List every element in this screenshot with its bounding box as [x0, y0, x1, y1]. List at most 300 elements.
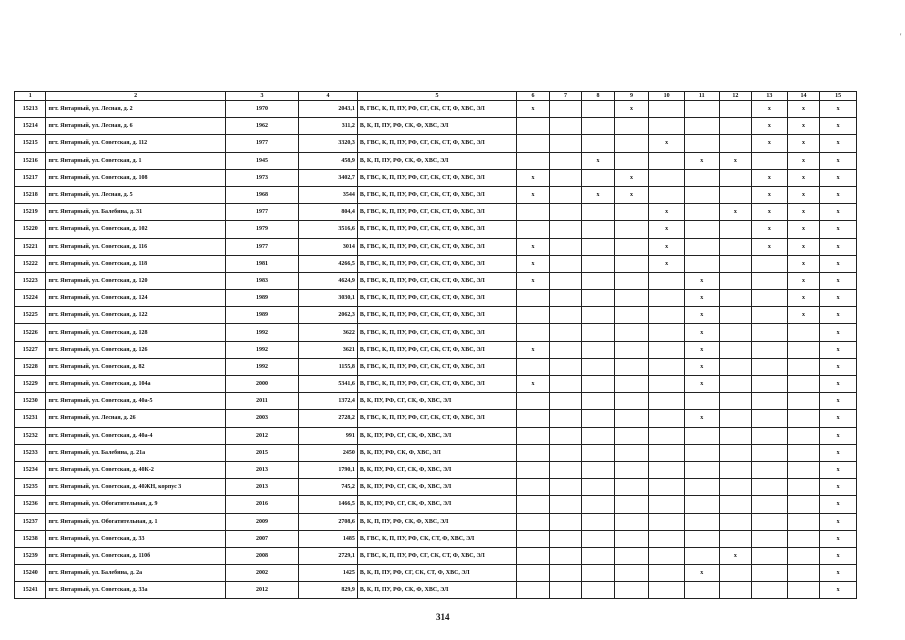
mark-cell-col-15: x: [820, 169, 857, 186]
mark-cell-col-10: [649, 358, 685, 375]
mark-cell-col-9: [614, 444, 649, 461]
mark-cell-col-7: [549, 324, 582, 341]
area-cell: 3030,1: [299, 290, 358, 307]
works-cell: В, ГВС, К, П, ПУ, РФ, СГ, СК, СТ, Ф, ХВС, ЭЛ: [357, 547, 516, 564]
works-cell: В, ГВС, К, П, ПУ, РФ, СГ, СК, СТ, Ф, ХВС, ЭЛ: [357, 255, 516, 272]
table-row: [15, 358, 857, 375]
mark-cell-col-12: [719, 565, 752, 582]
table-row: [15, 307, 857, 324]
column-header: 2: [46, 92, 225, 101]
mark-cell-col-6: [517, 479, 550, 496]
mark-cell-col-7: [549, 221, 582, 238]
mark-cell-col-11: [684, 221, 719, 238]
mark-cell-col-6: [517, 204, 550, 221]
mark-cell-col-8: [582, 324, 615, 341]
works-cell: В, ГВС, К, П, ПУ, РФ, СГ, СК, СТ, Ф, ХВС, ЭЛ: [357, 410, 516, 427]
mark-cell-col-6: [517, 530, 550, 547]
mark-cell-col-13: [752, 427, 788, 444]
mark-cell-col-14: [787, 427, 820, 444]
year-cell: 2013: [225, 479, 298, 496]
table-row: [15, 376, 857, 393]
address-cell: пгт. Янтарный, ул. Советская, д. 118: [46, 255, 225, 272]
row-id-cell: 15227: [15, 341, 46, 358]
year-cell: 2012: [225, 427, 298, 444]
mark-cell-col-13: [752, 393, 788, 410]
area-cell: 2043,1: [299, 101, 358, 118]
mark-cell-col-13: x: [752, 101, 788, 118]
mark-cell-col-14: x: [787, 118, 820, 135]
mark-cell-col-11: [684, 530, 719, 547]
mark-cell-col-11: [684, 169, 719, 186]
mark-cell-col-7: [549, 238, 582, 255]
column-header: 12: [719, 92, 752, 101]
column-number-header-row: [15, 92, 857, 101]
row-id-cell: 15229: [15, 376, 46, 393]
address-cell: пгт. Янтарный, ул. Советская, д. 40К-2: [46, 461, 225, 478]
mark-cell-col-13: x: [752, 238, 788, 255]
mark-cell-col-7: [549, 272, 582, 289]
mark-cell-col-7: [549, 135, 582, 152]
mark-cell-col-10: [649, 461, 685, 478]
works-cell: В, К, П, ПУ, РФ, СГ, СК, СТ, Ф, ХВС, ЭЛ: [357, 565, 516, 582]
mark-cell-col-10: [649, 152, 685, 169]
mark-cell-col-15: x: [820, 410, 857, 427]
address-cell: пгт. Янтарный, ул. Балебина, д. 21а: [46, 444, 225, 461]
table-row: [15, 255, 857, 272]
area-cell: 1466,5: [299, 496, 358, 513]
works-cell: В, ГВС, К, П, ПУ, РФ, СГ, СК, СТ, Ф, ХВС, ЭЛ: [357, 324, 516, 341]
area-cell: 5341,6: [299, 376, 358, 393]
mark-cell-col-11: x: [684, 152, 719, 169]
mark-cell-col-13: [752, 547, 788, 564]
mark-cell-col-7: [549, 496, 582, 513]
mark-cell-col-14: [787, 582, 820, 599]
mark-cell-col-6: [517, 358, 550, 375]
column-header: 7: [549, 92, 582, 101]
mark-cell-col-15: x: [820, 547, 857, 564]
area-cell: 2708,6: [299, 513, 358, 530]
mark-cell-col-15: x: [820, 358, 857, 375]
mark-cell-col-8: [582, 410, 615, 427]
mark-cell-col-8: [582, 238, 615, 255]
mark-cell-col-10: x: [649, 135, 685, 152]
mark-cell-col-11: [684, 135, 719, 152]
row-id-cell: 15216: [15, 152, 46, 169]
mark-cell-col-15: x: [820, 118, 857, 135]
address-cell: пгт. Янтарный, ул. Лесная, д. 26: [46, 410, 225, 427]
mark-cell-col-10: x: [649, 204, 685, 221]
mark-cell-col-6: x: [517, 272, 550, 289]
mark-cell-col-6: x: [517, 376, 550, 393]
column-header: 8: [582, 92, 615, 101]
mark-cell-col-7: [549, 255, 582, 272]
year-cell: 2016: [225, 496, 298, 513]
mark-cell-col-13: [752, 152, 788, 169]
works-cell: В, ГВС, К, П, ПУ, РФ, СГ, СК, СТ, Ф, ХВС, ЭЛ: [357, 135, 516, 152]
works-cell: В, К, П, ПУ, РФ, СК, Ф, ХВС, ЭЛ: [357, 152, 516, 169]
mark-cell-col-15: x: [820, 427, 857, 444]
mark-cell-col-9: [614, 565, 649, 582]
mark-cell-col-11: [684, 255, 719, 272]
mark-cell-col-10: [649, 479, 685, 496]
mark-cell-col-13: [752, 290, 788, 307]
table-row: [15, 496, 857, 513]
mark-cell-col-14: [787, 547, 820, 564]
works-cell: В, К, П, ПУ, РФ, СК, Ф, ХВС, ЭЛ: [357, 513, 516, 530]
area-cell: 3621: [299, 341, 358, 358]
row-id-cell: 15213: [15, 101, 46, 118]
area-cell: 2062,3: [299, 307, 358, 324]
mark-cell-col-6: x: [517, 341, 550, 358]
works-cell: В, ГВС, К, П, ПУ, РФ, СГ, СК, СТ, Ф, ХВС, ЭЛ: [357, 221, 516, 238]
mark-cell-col-10: [649, 547, 685, 564]
mark-cell-col-15: x: [820, 582, 857, 599]
mark-cell-col-7: [549, 307, 582, 324]
works-cell: В, К, ПУ, РФ, СГ, СК, Ф, ХВС, ЭЛ: [357, 496, 516, 513]
table-row: [15, 238, 857, 255]
mark-cell-col-14: x: [787, 238, 820, 255]
mark-cell-col-6: x: [517, 186, 550, 203]
mark-cell-col-12: [719, 238, 752, 255]
year-cell: 1989: [225, 307, 298, 324]
row-id-cell: 15217: [15, 169, 46, 186]
works-cell: В, К, П, ПУ, РФ, СК, Ф, ХВС, ЭЛ: [357, 118, 516, 135]
mark-cell-col-9: [614, 530, 649, 547]
mark-cell-col-10: [649, 496, 685, 513]
works-cell: В, К, ПУ, РФ, СГ, СК, Ф, ХВС, ЭЛ: [357, 479, 516, 496]
year-cell: 2012: [225, 582, 298, 599]
mark-cell-col-8: [582, 255, 615, 272]
mark-cell-col-11: [684, 496, 719, 513]
mark-cell-col-11: [684, 547, 719, 564]
mark-cell-col-11: x: [684, 324, 719, 341]
mark-cell-col-10: x: [649, 255, 685, 272]
row-id-cell: 15223: [15, 272, 46, 289]
mark-cell-col-9: [614, 204, 649, 221]
area-cell: 829,9: [299, 582, 358, 599]
mark-cell-col-12: [719, 530, 752, 547]
row-id-cell: 15234: [15, 461, 46, 478]
mark-cell-col-8: [582, 496, 615, 513]
mark-cell-col-8: [582, 221, 615, 238]
mark-cell-col-13: [752, 461, 788, 478]
mark-cell-col-15: x: [820, 479, 857, 496]
mark-cell-col-14: x: [787, 186, 820, 203]
mark-cell-col-11: [684, 186, 719, 203]
mark-cell-col-8: [582, 118, 615, 135]
column-header: 15: [820, 92, 857, 101]
row-id-cell: 15215: [15, 135, 46, 152]
mark-cell-col-15: x: [820, 307, 857, 324]
mark-cell-col-8: x: [582, 186, 615, 203]
table-row: [15, 427, 857, 444]
mark-cell-col-12: [719, 186, 752, 203]
area-cell: 991: [299, 427, 358, 444]
year-cell: 2000: [225, 376, 298, 393]
mark-cell-col-9: [614, 152, 649, 169]
works-cell: В, К, ПУ, РФ, СГ, СК, Ф, ХВС, ЭЛ: [357, 393, 516, 410]
mark-cell-col-11: x: [684, 358, 719, 375]
mark-cell-col-12: [719, 341, 752, 358]
mark-cell-col-13: [752, 324, 788, 341]
mark-cell-col-8: [582, 204, 615, 221]
row-id-cell: 15220: [15, 221, 46, 238]
mark-cell-col-6: [517, 152, 550, 169]
row-id-cell: 15219: [15, 204, 46, 221]
year-cell: 2015: [225, 444, 298, 461]
year-cell: 1945: [225, 152, 298, 169]
area-cell: 458,9: [299, 152, 358, 169]
address-cell: пгт. Янтарный, ул. Советская, д. 104а: [46, 376, 225, 393]
mark-cell-col-7: [549, 427, 582, 444]
year-cell: 2011: [225, 393, 298, 410]
mark-cell-col-9: [614, 393, 649, 410]
year-cell: 1989: [225, 290, 298, 307]
mark-cell-col-8: [582, 444, 615, 461]
row-id-cell: 15224: [15, 290, 46, 307]
mark-cell-col-8: [582, 101, 615, 118]
mark-cell-col-6: [517, 565, 550, 582]
mark-cell-col-14: x: [787, 307, 820, 324]
mark-cell-col-14: x: [787, 152, 820, 169]
year-cell: 1977: [225, 204, 298, 221]
year-cell: 2007: [225, 530, 298, 547]
mark-cell-col-8: [582, 393, 615, 410]
mark-cell-col-10: [649, 341, 685, 358]
works-cell: В, ГВС, К, П, ПУ, РФ, СГ, СК, СТ, Ф, ХВС, ЭЛ: [357, 204, 516, 221]
mark-cell-col-11: [684, 444, 719, 461]
mark-cell-col-15: x: [820, 152, 857, 169]
mark-cell-col-7: [549, 393, 582, 410]
year-cell: 1973: [225, 169, 298, 186]
table-row: [15, 393, 857, 410]
scan-corner-mark: ': [900, 32, 902, 41]
row-id-cell: 15230: [15, 393, 46, 410]
mark-cell-col-7: [549, 479, 582, 496]
mark-cell-col-10: [649, 324, 685, 341]
mark-cell-col-7: [549, 461, 582, 478]
year-cell: 2008: [225, 547, 298, 564]
works-cell: В, ГВС, К, П, ПУ, РФ, СГ, СК, СТ, Ф, ХВС, ЭЛ: [357, 238, 516, 255]
mark-cell-col-6: [517, 513, 550, 530]
mark-cell-col-15: x: [820, 204, 857, 221]
mark-cell-col-8: [582, 135, 615, 152]
year-cell: 1983: [225, 272, 298, 289]
mark-cell-col-6: [517, 324, 550, 341]
mark-cell-col-6: [517, 547, 550, 564]
mark-cell-col-11: [684, 582, 719, 599]
table-row: [15, 272, 857, 289]
mark-cell-col-13: [752, 341, 788, 358]
column-header: 1: [15, 92, 46, 101]
mark-cell-col-7: [549, 547, 582, 564]
mark-cell-col-9: [614, 272, 649, 289]
mark-cell-col-6: [517, 496, 550, 513]
mark-cell-col-11: [684, 393, 719, 410]
mark-cell-col-11: x: [684, 376, 719, 393]
mark-cell-col-10: [649, 427, 685, 444]
mark-cell-col-15: x: [820, 255, 857, 272]
works-cell: В, ГВС, К, П, ПУ, РФ, СК, СТ, Ф, ХВС, ЭЛ: [357, 530, 516, 547]
mark-cell-col-7: [549, 513, 582, 530]
year-cell: 2003: [225, 410, 298, 427]
mark-cell-col-13: [752, 358, 788, 375]
mark-cell-col-13: [752, 530, 788, 547]
mark-cell-col-9: [614, 290, 649, 307]
mark-cell-col-14: [787, 376, 820, 393]
mark-cell-col-9: x: [614, 101, 649, 118]
mark-cell-col-13: [752, 255, 788, 272]
mark-cell-col-15: x: [820, 101, 857, 118]
mark-cell-col-11: [684, 101, 719, 118]
mark-cell-col-15: x: [820, 238, 857, 255]
address-cell: пгт. Янтарный, ул. Советская, д. 116: [46, 238, 225, 255]
row-id-cell: 15214: [15, 118, 46, 135]
mark-cell-col-15: x: [820, 290, 857, 307]
column-header: 6: [517, 92, 550, 101]
mark-cell-col-9: x: [614, 169, 649, 186]
year-cell: 1977: [225, 135, 298, 152]
works-cell: В, ГВС, К, П, ПУ, РФ, СГ, СК, СТ, Ф, ХВС, ЭЛ: [357, 272, 516, 289]
mark-cell-col-11: x: [684, 290, 719, 307]
address-cell: пгт. Янтарный, ул. Советская, д. 40ЖН, корпус 3: [46, 479, 225, 496]
mark-cell-col-6: x: [517, 101, 550, 118]
mark-cell-col-11: x: [684, 272, 719, 289]
table-row: [15, 479, 857, 496]
column-header: 10: [649, 92, 685, 101]
mark-cell-col-8: [582, 341, 615, 358]
mark-cell-col-12: [719, 101, 752, 118]
mark-cell-col-15: x: [820, 461, 857, 478]
row-id-cell: 15237: [15, 513, 46, 530]
mark-cell-col-11: x: [684, 410, 719, 427]
mark-cell-col-14: [787, 479, 820, 496]
mark-cell-col-14: [787, 565, 820, 582]
mark-cell-col-10: [649, 307, 685, 324]
year-cell: 1977: [225, 238, 298, 255]
mark-cell-col-9: x: [614, 186, 649, 203]
mark-cell-col-13: x: [752, 221, 788, 238]
mark-cell-col-12: x: [719, 152, 752, 169]
mark-cell-col-12: [719, 513, 752, 530]
housing-register-table: [14, 91, 857, 599]
table-row: [15, 341, 857, 358]
mark-cell-col-13: [752, 272, 788, 289]
year-cell: 2013: [225, 461, 298, 478]
table-row: [15, 547, 857, 564]
mark-cell-col-8: [582, 307, 615, 324]
mark-cell-col-8: [582, 461, 615, 478]
area-cell: 4266,5: [299, 255, 358, 272]
mark-cell-col-14: [787, 393, 820, 410]
mark-cell-col-14: [787, 461, 820, 478]
mark-cell-col-14: [787, 513, 820, 530]
mark-cell-col-12: [719, 135, 752, 152]
area-cell: 1372,4: [299, 393, 358, 410]
address-cell: пгт. Янтарный, ул. Обогатительная, д. 1: [46, 513, 225, 530]
mark-cell-col-6: [517, 221, 550, 238]
row-id-cell: 15226: [15, 324, 46, 341]
address-cell: пгт. Янтарный, ул. Советская, д. 40а-4: [46, 427, 225, 444]
mark-cell-col-14: [787, 410, 820, 427]
mark-cell-col-10: [649, 565, 685, 582]
mark-cell-col-15: x: [820, 513, 857, 530]
mark-cell-col-6: [517, 444, 550, 461]
mark-cell-col-8: [582, 513, 615, 530]
mark-cell-col-12: [719, 290, 752, 307]
mark-cell-col-7: [549, 582, 582, 599]
works-cell: В, ГВС, К, П, ПУ, РФ, СГ, СК, СТ, Ф, ХВС, ЭЛ: [357, 307, 516, 324]
mark-cell-col-13: [752, 496, 788, 513]
address-cell: пгт. Янтарный, ул. Советская, д. 33а: [46, 582, 225, 599]
address-cell: пгт. Янтарный, ул. Лесная, д. 6: [46, 118, 225, 135]
mark-cell-col-12: [719, 307, 752, 324]
row-id-cell: 15231: [15, 410, 46, 427]
column-header: 9: [614, 92, 649, 101]
address-cell: пгт. Янтарный, ул. Советская, д. 128: [46, 324, 225, 341]
mark-cell-col-7: [549, 186, 582, 203]
mark-cell-col-8: [582, 582, 615, 599]
area-cell: 1485: [299, 530, 358, 547]
row-id-cell: 15221: [15, 238, 46, 255]
mark-cell-col-13: [752, 565, 788, 582]
area-cell: 1155,8: [299, 358, 358, 375]
mark-cell-col-15: x: [820, 341, 857, 358]
mark-cell-col-13: [752, 582, 788, 599]
mark-cell-col-8: [582, 169, 615, 186]
mark-cell-col-13: [752, 444, 788, 461]
mark-cell-col-11: [684, 513, 719, 530]
mark-cell-col-10: [649, 393, 685, 410]
table-row: [15, 513, 857, 530]
mark-cell-col-7: [549, 152, 582, 169]
mark-cell-col-6: x: [517, 255, 550, 272]
mark-cell-col-10: [649, 530, 685, 547]
mark-cell-col-11: [684, 118, 719, 135]
mark-cell-col-9: [614, 255, 649, 272]
mark-cell-col-11: [684, 204, 719, 221]
area-cell: 3014: [299, 238, 358, 255]
mark-cell-col-15: x: [820, 376, 857, 393]
column-header: 14: [787, 92, 820, 101]
table-row: [15, 135, 857, 152]
row-id-cell: 15235: [15, 479, 46, 496]
mark-cell-col-15: x: [820, 393, 857, 410]
mark-cell-col-10: [649, 582, 685, 599]
mark-cell-col-10: [649, 290, 685, 307]
table-row: [15, 410, 857, 427]
mark-cell-col-6: [517, 290, 550, 307]
area-cell: 2729,1: [299, 547, 358, 564]
mark-cell-col-7: [549, 169, 582, 186]
mark-cell-col-8: [582, 272, 615, 289]
row-id-cell: 15225: [15, 307, 46, 324]
works-cell: В, ГВС, К, П, ПУ, РФ, СГ, СК, СТ, Ф, ХВС, ЭЛ: [357, 358, 516, 375]
year-cell: 1992: [225, 358, 298, 375]
works-cell: В, ГВС, К, П, ПУ, РФ, СГ, СК, СТ, Ф, ХВС, ЭЛ: [357, 376, 516, 393]
mark-cell-col-8: [582, 290, 615, 307]
mark-cell-col-14: x: [787, 272, 820, 289]
mark-cell-col-15: x: [820, 496, 857, 513]
mark-cell-col-7: [549, 290, 582, 307]
mark-cell-col-11: x: [684, 341, 719, 358]
year-cell: 1970: [225, 101, 298, 118]
area-cell: 1425: [299, 565, 358, 582]
mark-cell-col-12: [719, 444, 752, 461]
mark-cell-col-8: [582, 479, 615, 496]
mark-cell-col-11: x: [684, 565, 719, 582]
area-cell: 2728,2: [299, 410, 358, 427]
